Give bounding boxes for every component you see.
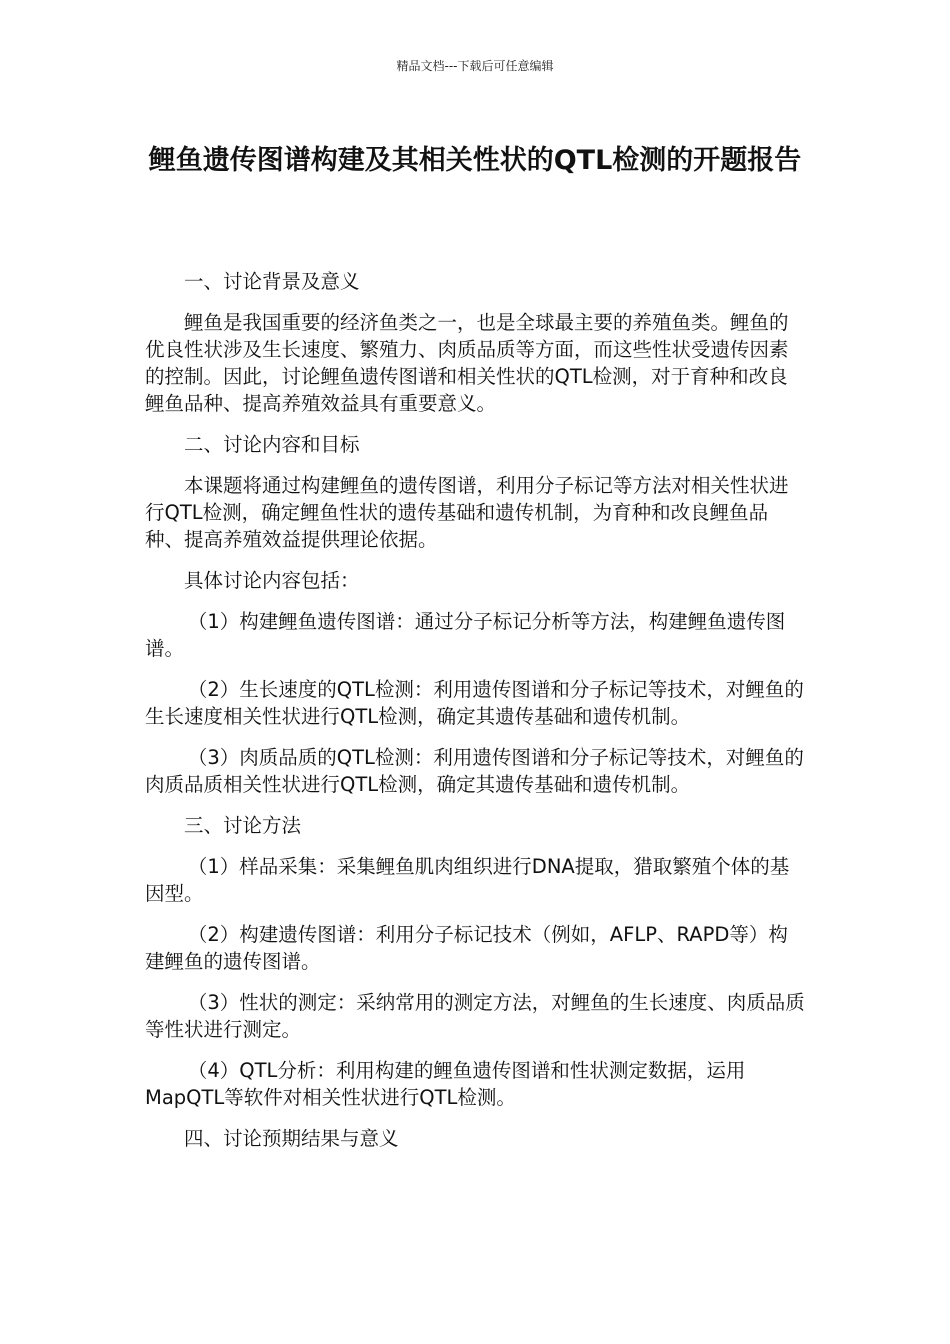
section-heading-methods: 三、讨论方法 (184, 814, 302, 837)
section-heading-expected-results: 四、讨论预期结果与意义 (184, 1127, 399, 1150)
list-item: （3）性状的测定：采纳常用的测定方法，对鲤鱼的生长速度、肉质品质等性状进行测定。 (145, 991, 805, 1041)
list-item: （4）QTL分析：利用构建的鲤鱼遗传图谱和性状测定数据，运用MapQTL等软件对相关性状进行QTL检测。 (145, 1059, 746, 1109)
header-note: 精品文档---下载后可任意编辑 (396, 59, 554, 73)
paragraph-background: 鲤鱼是我国重要的经济鱼类之一，也是全球最主要的养殖鱼类。鲤鱼的优良性状涉及生长速度、繁殖力、肉质品质等方面，而这些性状受遗传因素的控制。因此，讨论鲤鱼遗传图谱和相关性状的QTL检测，对于育种和改良鲤鱼品种、提高养殖效益具有重要意义。 (145, 311, 789, 415)
section-heading-background: 一、讨论背景及意义 (184, 270, 360, 293)
paragraph-content-intro: 具体讨论内容包括： (184, 569, 360, 592)
list-item: （1）样品采集：采集鲤鱼肌肉组织进行DNA提取，猎取繁殖个体的基因型。 (145, 855, 790, 905)
paragraph-content-goals: 本课题将通过构建鲤鱼的遗传图谱，利用分子标记等方法对相关性状进行QTL检测，确定鲤鱼性状的遗传基础和遗传机制，为育种和改良鲤鱼品种、提高养殖效益提供理论依据。 (145, 474, 789, 551)
list-item: （3）肉质品质的QTL检测：利用遗传图谱和分子标记等技术，对鲤鱼的肉质品质相关性状进行QTL检测，确定其遗传基础和遗传机制。 (145, 746, 804, 796)
section-heading-content-goals: 二、讨论内容和目标 (184, 433, 360, 456)
document-body (145, 268, 807, 1166)
list-item: （2）构建遗传图谱：利用分子标记技术（例如，AFLP、RAPD等）构建鲤鱼的遗传图谱。 (145, 923, 788, 973)
list-item: （2）生长速度的QTL检测：利用遗传图谱和分子标记等技术，对鲤鱼的生长速度相关性状进行QTL检测，确定其遗传基础和遗传机制。 (145, 678, 804, 728)
list-item: （1）构建鲤鱼遗传图谱：通过分子标记分析等方法，构建鲤鱼遗传图谱。 (145, 610, 786, 660)
document-title: 鲤鱼遗传图谱构建及其相关性状的QTL检测的开题报告 (148, 145, 802, 176)
